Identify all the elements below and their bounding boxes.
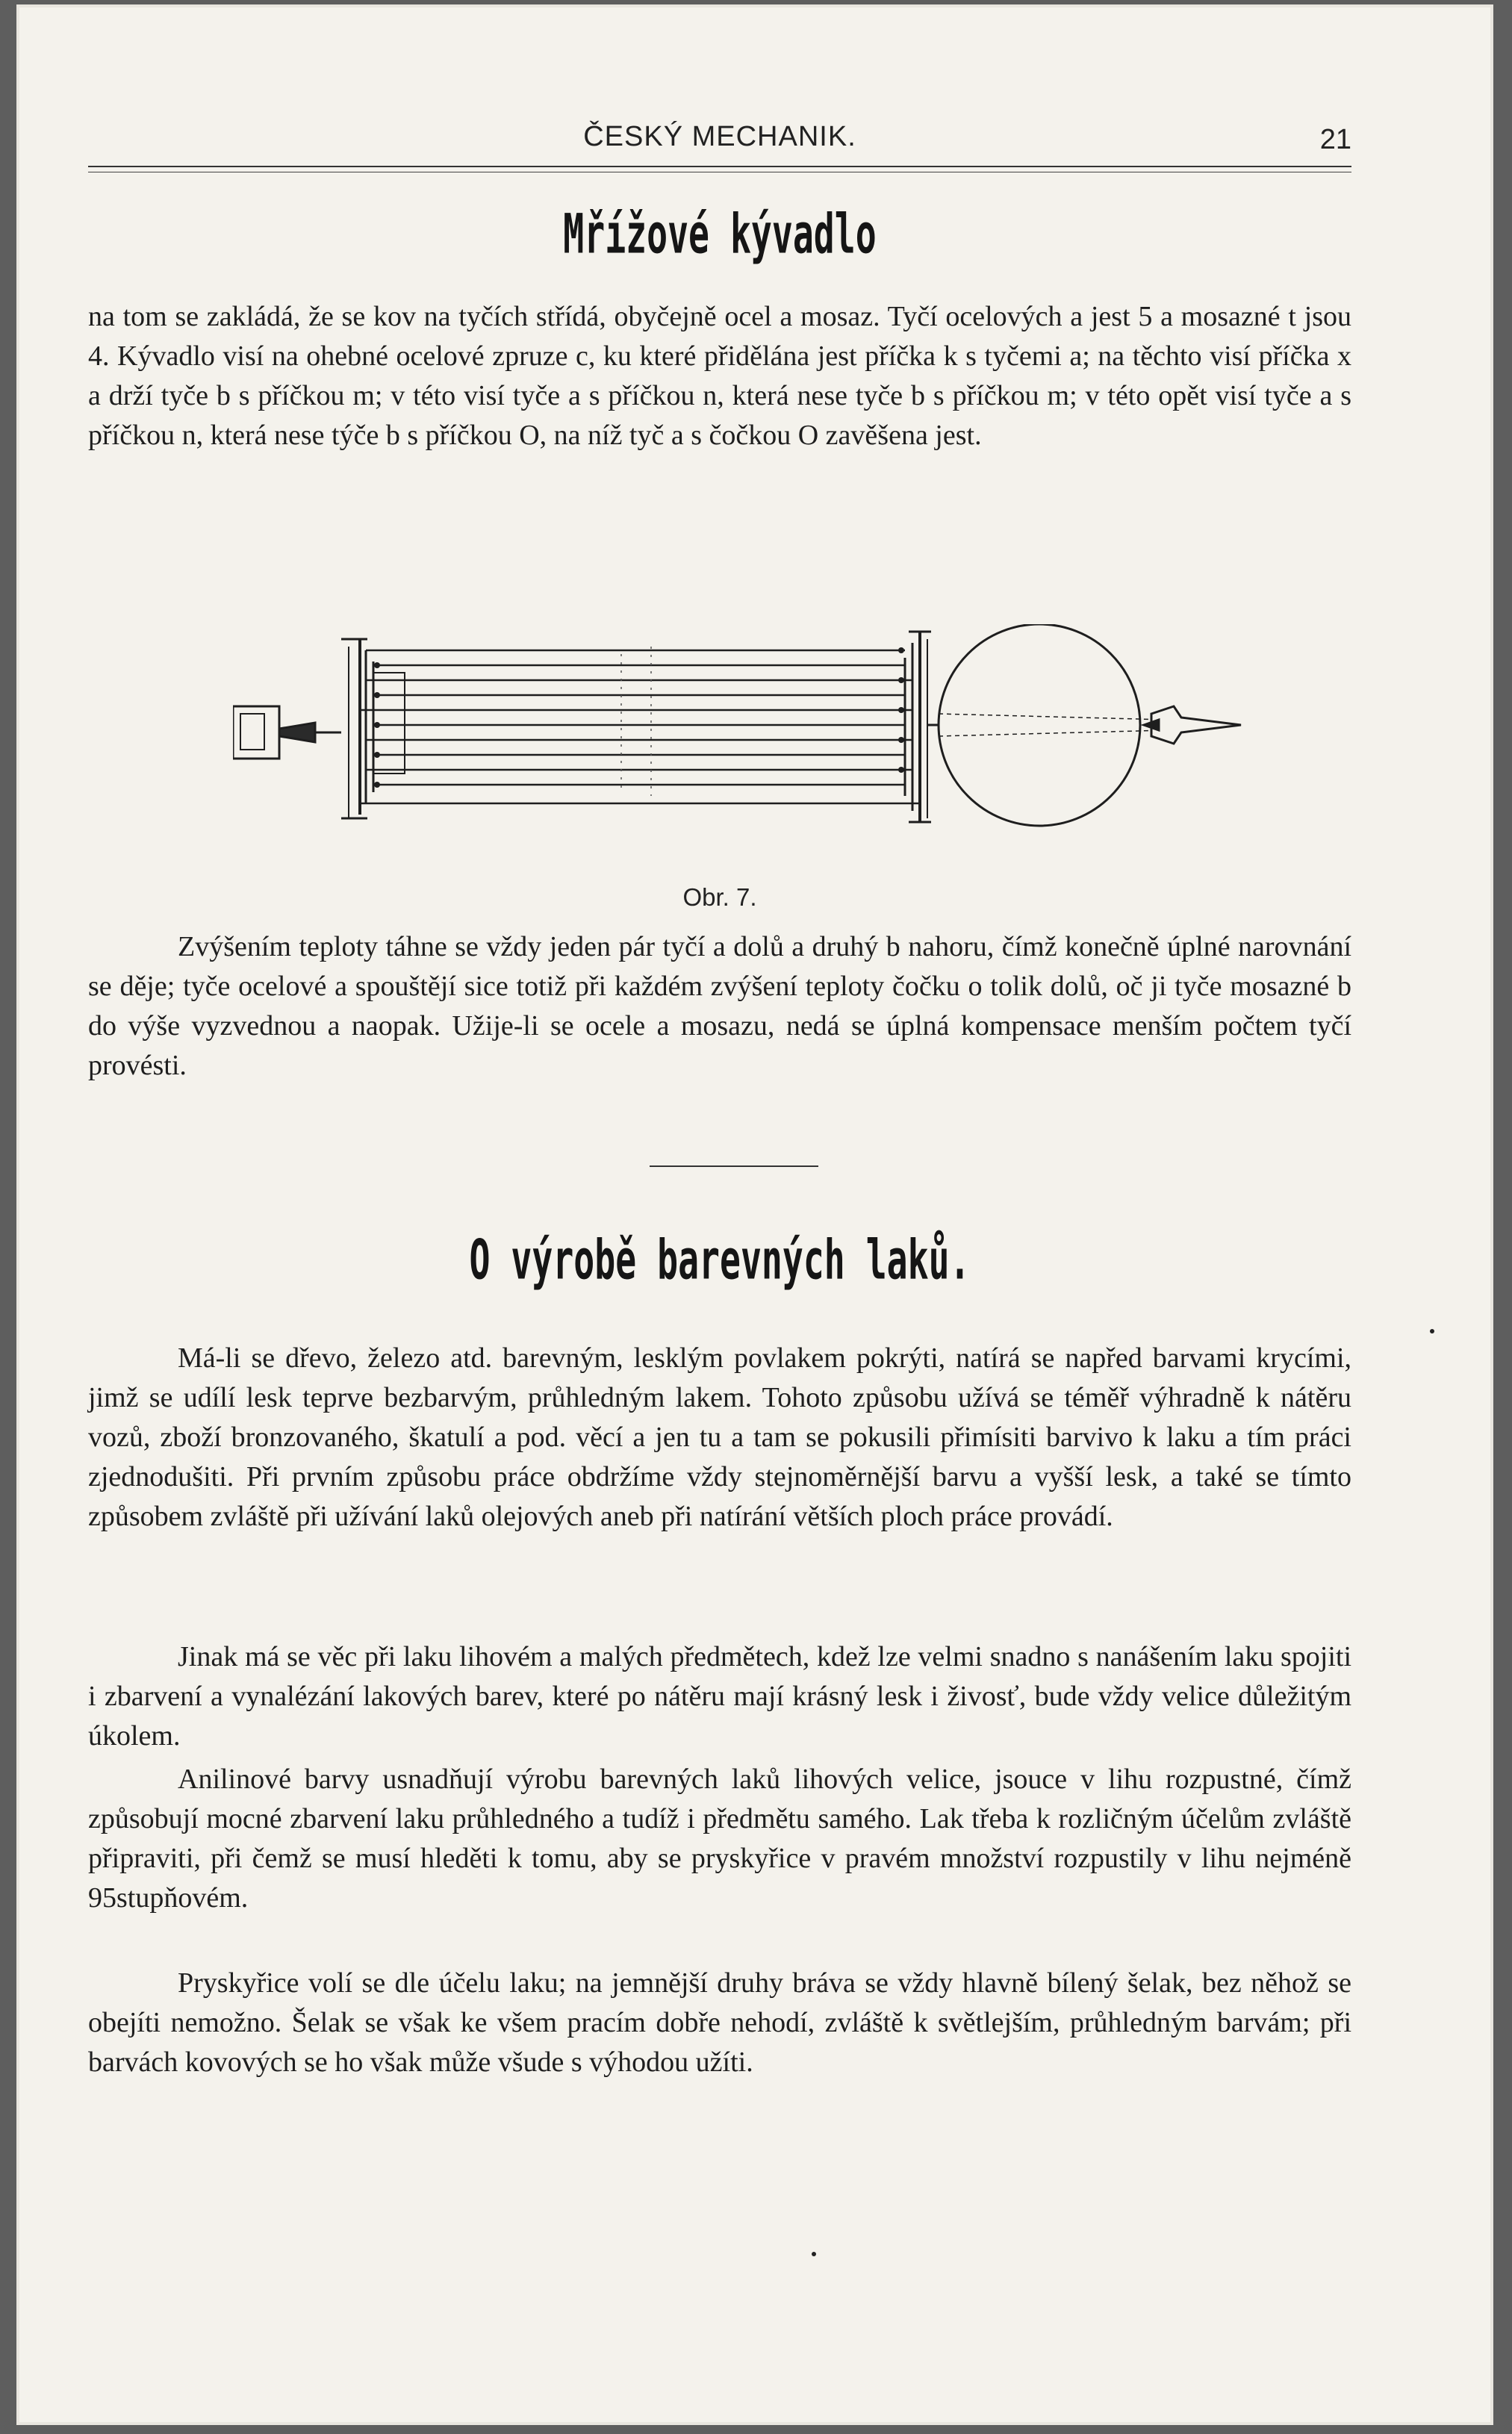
page	[16, 4, 1493, 2425]
article2-paragraph-3: Anilinové barvy usnadňují výrobu barevných laků lihových velice, jsouce v lihu rozpustné, čímž způsobují mocné zbarvení laku průhledného a tudíž i předmětu samého. Lak třeba k rozličným účelům zvláště připraviti, při čemž se musí hleděti k tomu, aby se pryskyřice v pravém množství rozpustily v lihu nejméně 95stupňovém.	[88, 1764, 1351, 1914]
pendulum-figure	[233, 624, 1263, 848]
ink-speck	[812, 2252, 816, 2256]
article2-paragraph-1: Má-li se dřevo, železo atd. barevným, lesklým povlakem pokrýti, natírá se napřed barvami krycími, jimž se udílí lesk teprve bezbarvým, průhledným lakem. Tohoto způsobu užívá se téměř výhradně k nátěru vozů, zboží bronzovaného, škatulí a pod. věcí a jen tu a tam se pokusili přimísiti barvivo k laku a tím práci zjednodušiti. Při prvním způsobu práce obdržíme vždy stejnoměrnější barvu a vyšší lesk, a také se tímto způsobem zvláště při užívání laků olejových aneb při natírání větších ploch práce provádí.	[88, 1342, 1351, 1532]
article-title-pendulum: Mřížové kývadlo	[563, 202, 877, 267]
ink-speck	[1430, 1329, 1434, 1333]
header-rule	[88, 166, 1351, 167]
figure-caption: Obr. 7.	[682, 883, 757, 911]
steel-rods	[360, 650, 920, 803]
article-separator	[650, 1165, 818, 1167]
page-number: 21	[1319, 124, 1351, 155]
pendulum-bob	[939, 624, 1140, 826]
article-title-lacquers: O výrobě barevných laků.	[469, 1227, 971, 1292]
article2-paragraph-2: Jinak má se věc při laku lihovém a malých předmětech, kdež lze velmi snadno s nanášením laku spojiti i zbarvení a vynalézání lakových barev, které po nátěru mají krásný lesk i živosť, bude vždy velice důležitým úkolem.	[88, 1641, 1351, 1752]
journal-title: ČESKÝ MECHANIK.	[583, 121, 856, 152]
running-header	[88, 116, 1351, 161]
article2-paragraph-4: Pryskyřice volí se dle účelu laku; na jemnější druhy bráva se vždy hlavně bílený šelak, bez něhož se obejíti nemožno. Šelak se však ke všem pracím dobře nehodí, zvláště k světlejším, průhledným barvám; při barvách kovových se ho však může všude s výhodou užíti.	[88, 1967, 1351, 2078]
clamp-connector	[279, 723, 315, 742]
article1-paragraph-2: Zvýšením teploty táhne se vždy jeden pár tyčí a dolů a druhý b nahoru, čímž konečně úplné narovnání se děje; tyče ocelové a spouštějí sice totiž při každém zvýšení teploty čočku o tolik dolů, oč ji tyče mosazné b do výše vyzvednou a naopak. Užije-li se ocele a mosazu, nedá se úplná kompensace menším počtem tyčí provésti.	[88, 931, 1351, 1081]
pendulum-pointer	[1151, 706, 1241, 744]
article1-paragraph-1: na tom se zakládá, že se kov na tyčích střídá, obyčejně ocel a mosaz. Tyčí ocelových a jest 5 a mosazné t jsou 4. Kývadlo visí na ohebné ocelové zpruze c, ku které přidělána jest příčka k s tyčemi a; na těchto visí příčka x a drží tyče b s příčkou m; v této visí tyče a s příčkou n, která nese tyče b s příčkou m; v této opět visí tyče a s příčkou n, která nese týče b s příčkou O, na níž tyč a s čočkou O zavěšena jest.	[88, 301, 1351, 451]
